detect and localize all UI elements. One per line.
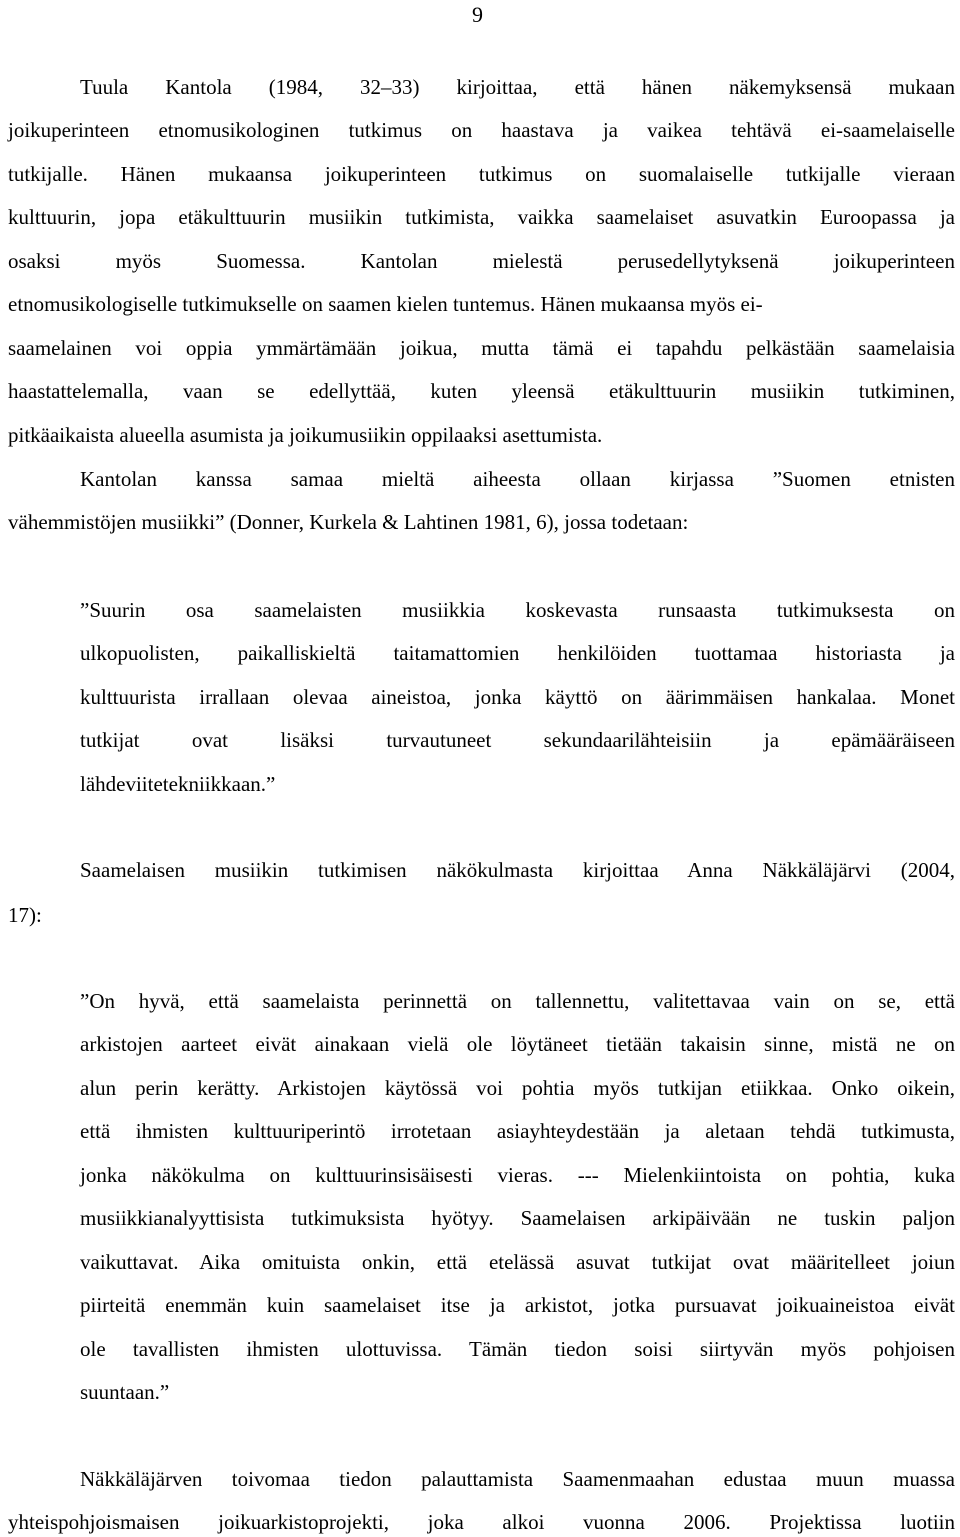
text-line: 17): [8, 903, 42, 927]
text-line: ole tavallisten ihmisten ulottuvissa. Tämän tiedon soisi siirtyvän myös pohjoisen [80, 1337, 955, 1361]
text-line: että ihmisten kulttuuriperintö irrotetaan asiayhteydestään ja aletaan tehdä tutkimusta, [80, 1119, 955, 1143]
text-line: alun perin kerätty. Arkistojen käytössä voi pohtia myös tutkijan etiikkaa. Onko oikein, [80, 1076, 955, 1100]
text-line: etnomusikologiselle tutkimukselle on saamen kielen tuntemus. Hänen mukaansa myös ei- [8, 292, 763, 316]
text-line: suuntaan.” [80, 1380, 170, 1404]
text-line: joikuperinteen etnomusikologinen tutkimus on haastava ja vaikea tehtävä ei-saamelaiselle [8, 118, 955, 142]
text-line: Näkkäläjärven toivomaa tiedon palauttamista Saamenmaahan edustaa muun muassa [80, 1467, 955, 1491]
page-number: 9 [472, 2, 483, 27]
text-line: pitkäaikaista alueella asumista ja joikumusiikin oppilaaksi asettumista. [8, 423, 603, 447]
text-line: osaksi myös Suomessa. Kantolan mielestä perusedellytyksenä joikuperinteen [8, 249, 955, 273]
text-line: ”Suurin osa saamelaisten musiikkia koskevasta runsaasta tutkimuksesta on [80, 598, 955, 622]
text-line: ”On hyvä, että saamelaista perinnettä on tallennettu, valitettavaa vain on se, että [80, 989, 955, 1013]
text-line: Saamelaisen musiikin tutkimisen näkökulmasta kirjoittaa Anna Näkkäläjärvi (2004, [80, 858, 955, 882]
text-line: Kantolan kanssa samaa mieltä aiheesta ollaan kirjassa ”Suomen etnisten [80, 467, 955, 491]
text-line: jonka näkökulma on kulttuurinsisäisesti vieras. --- Mielenkiintoista on pohtia, kuka [80, 1163, 955, 1187]
text-line: tutkijat ovat lisäksi turvautuneet sekundaarilähteisiin ja epämääräiseen [80, 728, 955, 752]
text-line: arkistojen aarteet eivät ainakaan vielä ole löytäneet tietään takaisin sinne, mistä ne on [80, 1032, 955, 1056]
text-line: vähemmistöjen musiikki” (Donner, Kurkela & Lahtinen 1981, 6), jossa todetaan: [8, 510, 689, 534]
text-line: musiikkianalyyttisista tutkimuksista hyötyy. Saamelaisen arkipäivään ne tuskin paljon [80, 1206, 955, 1230]
text-line: piirteitä enemmän kuin saamelaiset itse ja arkistot, jotka pursuavat joikuaineistoa eivät [80, 1293, 955, 1317]
text-line: yhteispohjoismaisen joikuarkistoprojekti, joka alkoi vuonna 2006. Projektissa luotiin [8, 1510, 955, 1534]
text-line: kulttuurista irrallaan olevaa aineistoa, jonka käyttö on äärimmäisen hankalaa. Monet [80, 685, 955, 709]
text-line: tutkijalle. Hänen mukaansa joikuperinteen tutkimus on suomalaiselle tutkijalle vieraan [8, 162, 955, 186]
text-line: saamelainen voi oppia ymmärtämään joikua, mutta tämä ei tapahdu pelkästään saamelaisia [8, 336, 955, 360]
text-line: lähdeviitetekniikkaan.” [80, 772, 276, 796]
text-line: Tuula Kantola (1984, 32–33) kirjoittaa, että hänen näkemyksensä mukaan [80, 75, 955, 99]
text-line: ulkopuolisten, paikalliskieltä taitamattomien henkilöiden tuottamaa historiasta ja [80, 641, 955, 665]
text-line: vaikuttavat. Aika omituista onkin, että etelässä asuvat tutkijat ovat määritelleet joiun [80, 1250, 955, 1274]
text-line: kulttuurin, jopa etäkulttuurin musiikin tutkimista, vaikka saamelaiset asuvatkin Euroopassa ja [8, 205, 955, 229]
text-line: haastattelemalla, vaan se edellyttää, kuten yleensä etäkulttuurin musiikin tutkiminen, [8, 379, 955, 403]
